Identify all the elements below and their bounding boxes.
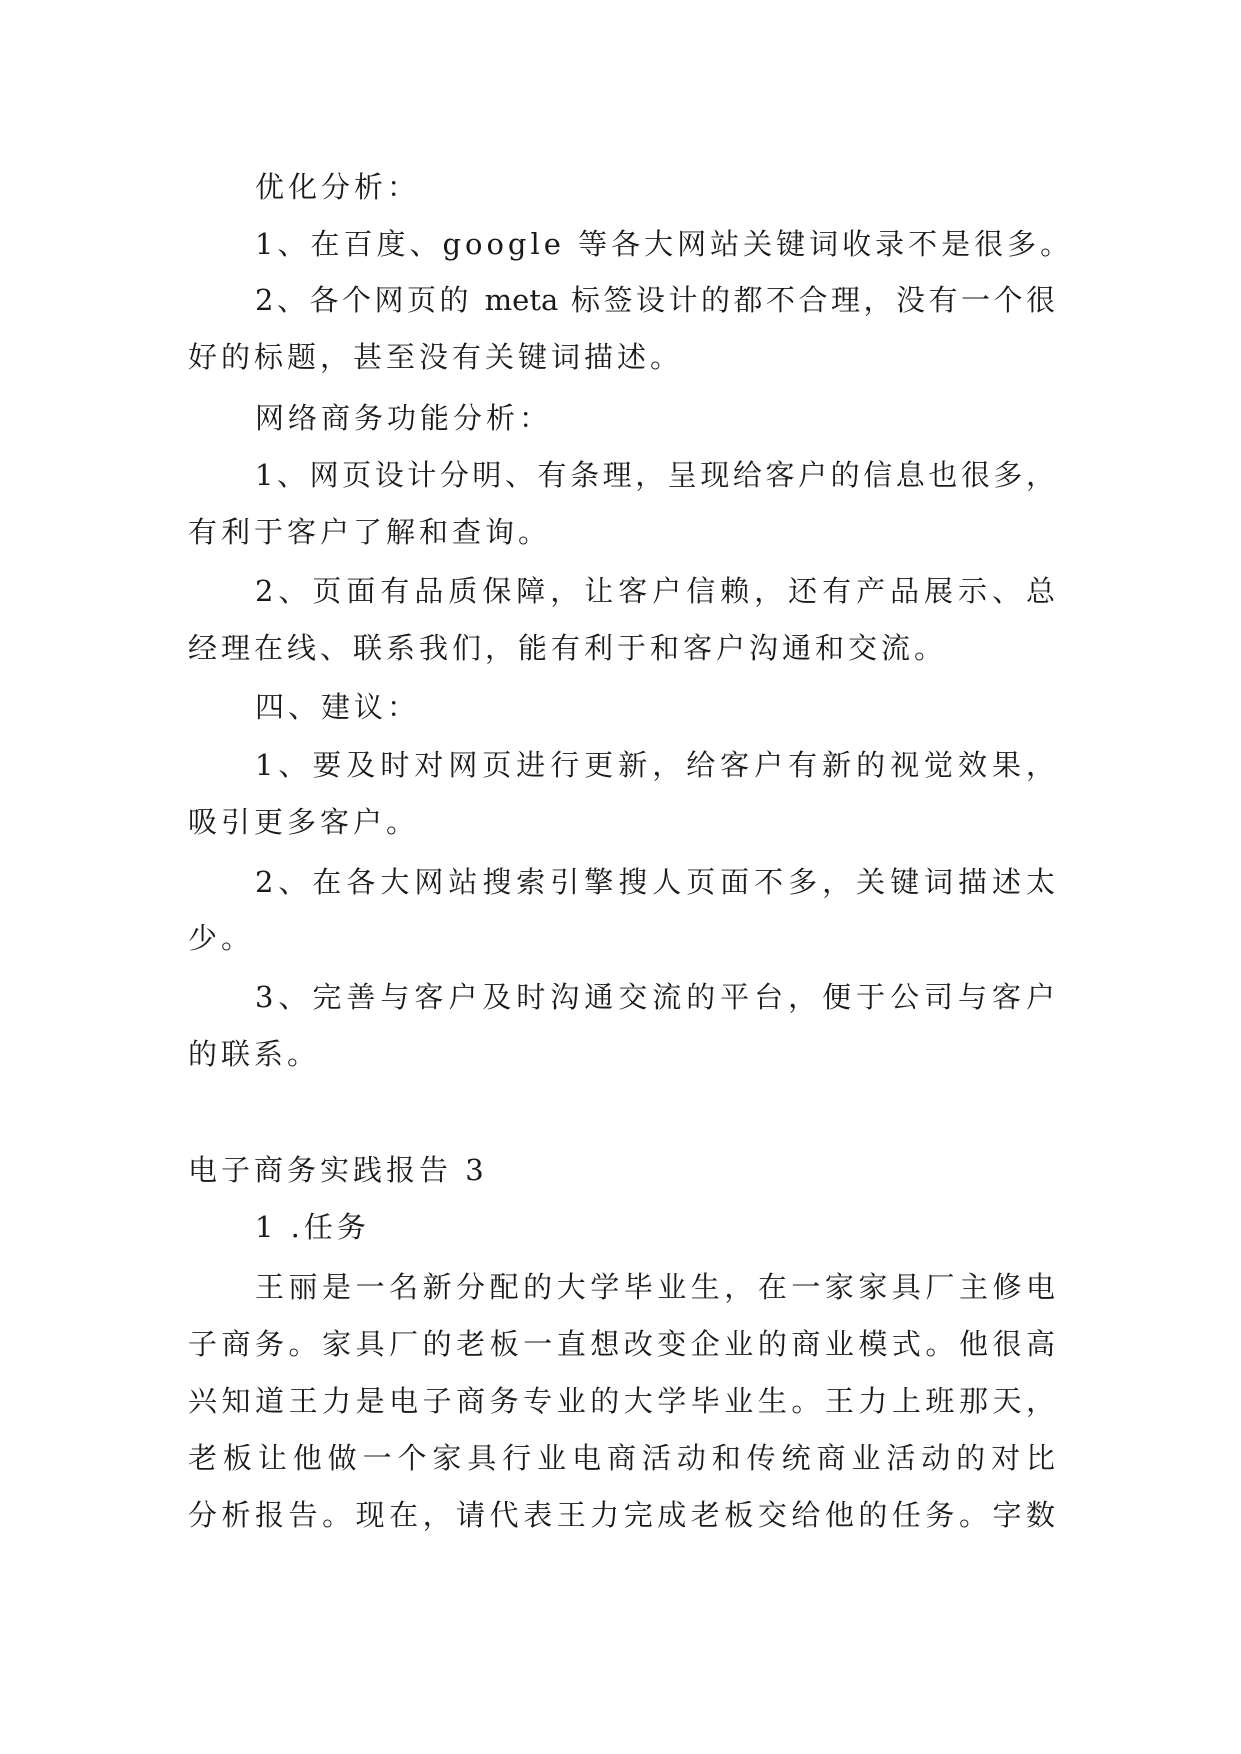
function-item-1-line-1: 1、网页设计分明、有条理，呈现给客户的信息也很多， <box>255 458 1055 492</box>
function-item-1-line-2: 有利于客户了解和查询。 <box>188 515 552 549</box>
task-paragraph-line-4: 老板让他做一个家具行业电商活动和传统商业活动的对比 <box>188 1441 1055 1475</box>
function-item-2-line-2: 经理在线、联系我们，能有利于和客户沟通和交流。 <box>188 631 948 665</box>
task-heading: 1 .任务 <box>255 1210 370 1244</box>
task-paragraph-line-1: 王丽是一名新分配的大学毕业生，在一家家具厂主修电 <box>255 1270 1055 1304</box>
optimization-item-2-line-1: 2、各个网页的 meta 标签设计的都不合理，没有一个很 <box>255 283 1055 317</box>
optimization-item-2-line-2: 好的标题，甚至没有关键词描述。 <box>188 340 684 374</box>
heading-optimization-analysis: 优化分析： <box>255 170 421 204</box>
suggestion-item-2-line-1: 2、在各大网站搜索引擎搜人页面不多，关键词描述太 <box>255 865 1055 899</box>
heading-ecommerce-function-analysis: 网络商务功能分析： <box>255 401 553 435</box>
task-paragraph-line-3: 兴知道王力是电子商务专业的大学毕业生。王力上班那天， <box>188 1384 1055 1418</box>
suggestion-item-2-line-2: 少。 <box>188 921 255 955</box>
task-paragraph-line-2: 子商务。家具厂的老板一直想改变企业的商业模式。他很高 <box>188 1327 1055 1361</box>
suggestion-item-1-line-1: 1、要及时对网页进行更新，给客户有新的视觉效果， <box>255 748 1055 782</box>
suggestion-item-3-line-2: 的联系。 <box>188 1037 321 1071</box>
heading-suggestions: 四、建议： <box>255 690 421 724</box>
optimization-item-1: 1、在百度、google 等各大网站关键词收录不是很多。 <box>255 227 1074 261</box>
section-title-report-3: 电子商务实践报告 3 <box>188 1153 488 1187</box>
function-item-2-line-1: 2、页面有品质保障，让客户信赖，还有产品展示、总 <box>255 574 1055 608</box>
task-paragraph-line-5: 分析报告。现在，请代表王力完成老板交给他的任务。字数 <box>188 1498 1055 1532</box>
suggestion-item-1-line-2: 吸引更多客户。 <box>188 805 420 839</box>
suggestion-item-3-line-1: 3、完善与客户及时沟通交流的平台，便于公司与客户 <box>255 980 1055 1014</box>
